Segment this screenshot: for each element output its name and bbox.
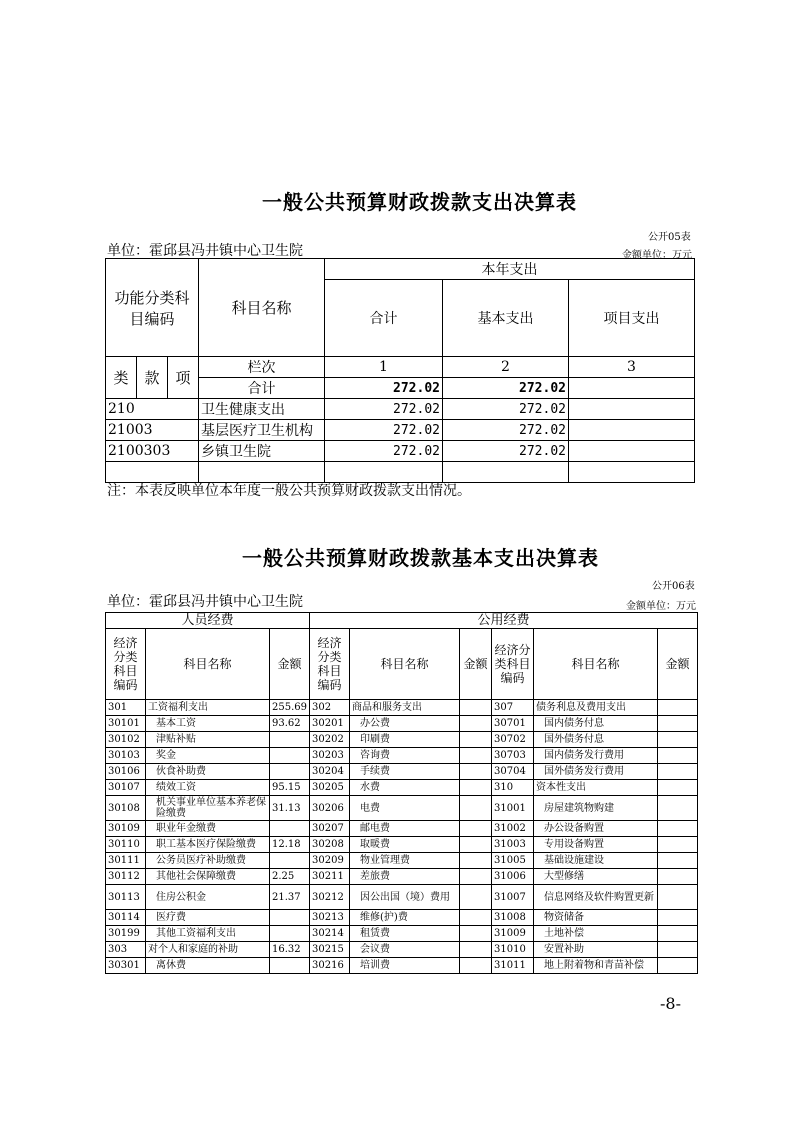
row-code: 21003 <box>106 420 199 441</box>
personnel-amount <box>270 853 310 869</box>
table-row <box>106 796 698 821</box>
personnel-name: 其他工资福利支出 <box>146 926 270 942</box>
debt-capital-amount <box>658 821 698 837</box>
header-subject-name: 科目名称 <box>199 259 325 357</box>
public-amount <box>460 926 492 942</box>
debt-capital-name: 资本性支出 <box>534 780 658 796</box>
debt-capital-name: 土地补偿 <box>534 926 658 942</box>
total-row-project <box>569 378 695 399</box>
personnel-code: 30111 <box>106 853 146 869</box>
personnel-name: 基本工资 <box>146 716 270 732</box>
header-current-year: 本年支出 <box>325 259 695 280</box>
table-row <box>106 942 698 958</box>
public-name: 租赁费 <box>350 926 460 942</box>
debt-capital-code: 31005 <box>492 853 534 869</box>
personnel-amount <box>270 764 310 780</box>
debt-capital-code: 30704 <box>492 764 534 780</box>
debt-capital-code: 31009 <box>492 926 534 942</box>
total-row-label: 合计 <box>199 378 325 399</box>
personnel-amount <box>270 910 310 926</box>
public-amount <box>460 837 492 853</box>
public-code: 30202 <box>310 732 350 748</box>
header-amount-3: 金额 <box>658 629 698 700</box>
public-code: 302 <box>310 700 350 716</box>
personnel-amount <box>270 958 310 974</box>
table2-unit: 单位：霍邱县冯井镇中心卫生院 <box>107 594 303 610</box>
public-name: 手续费 <box>350 764 460 780</box>
public-name: 维修(护)费 <box>350 910 460 926</box>
public-amount <box>460 796 492 821</box>
personnel-code: 30101 <box>106 716 146 732</box>
public-code: 30209 <box>310 853 350 869</box>
page-number: -8- <box>660 994 681 1013</box>
header-econ-code-2: 经济分类科目编码 <box>310 629 350 700</box>
personnel-name: 机关事业单位基本养老保险缴费 <box>146 796 270 821</box>
public-amount <box>460 748 492 764</box>
public-code: 30213 <box>310 910 350 926</box>
personnel-name: 津贴补贴 <box>146 732 270 748</box>
public-code: 30205 <box>310 780 350 796</box>
col-index-2: 2 <box>443 357 569 378</box>
debt-capital-name: 国内债务发行费用 <box>534 748 658 764</box>
personnel-code: 30109 <box>106 821 146 837</box>
debt-capital-name: 安置补助 <box>534 942 658 958</box>
personnel-name: 住房公积金 <box>146 885 270 910</box>
table2-amount-unit: 金额单位：万元 <box>626 601 696 612</box>
table-row <box>106 821 698 837</box>
table1-unit: 单位：霍邱县冯井镇中心卫生院 <box>107 243 303 259</box>
debt-capital-name: 大型修缮 <box>534 869 658 885</box>
debt-capital-amount <box>658 780 698 796</box>
table-row <box>106 885 698 910</box>
header-project: 项目支出 <box>569 280 695 357</box>
personnel-name: 离休费 <box>146 958 270 974</box>
personnel-name: 对个人和家庭的补助 <box>146 942 270 958</box>
debt-capital-code: 31001 <box>492 796 534 821</box>
total-row-basic: 272.02 <box>443 378 569 399</box>
debt-capital-name: 办公设备购置 <box>534 821 658 837</box>
table1-note: 注：本表反映单位本年度一般公共预算财政拨款支出情况。 <box>107 483 471 499</box>
personnel-code: 30106 <box>106 764 146 780</box>
public-name: 物业管理费 <box>350 853 460 869</box>
public-name: 因公出国（境）费用 <box>350 885 460 910</box>
personnel-code: 30103 <box>106 748 146 764</box>
personnel-amount: 255.69 <box>270 700 310 716</box>
public-name: 咨询费 <box>350 748 460 764</box>
header-amount-2: 金额 <box>460 629 492 700</box>
personnel-amount <box>270 926 310 942</box>
public-amount <box>460 821 492 837</box>
debt-capital-code: 31007 <box>492 885 534 910</box>
personnel-name: 奖金 <box>146 748 270 764</box>
personnel-code: 30199 <box>106 926 146 942</box>
personnel-code: 30102 <box>106 732 146 748</box>
personnel-code: 30112 <box>106 869 146 885</box>
row-total: 272.02 <box>325 399 443 420</box>
header-personnel: 人员经费 <box>106 613 310 629</box>
debt-capital-amount <box>658 942 698 958</box>
debt-capital-code: 31011 <box>492 958 534 974</box>
table-row <box>106 926 698 942</box>
header-econ-code-3: 经济分类科目编码 <box>492 629 534 700</box>
debt-capital-name: 国外债务付息 <box>534 732 658 748</box>
header-econ-code-1: 经济分类科目编码 <box>106 629 146 700</box>
personnel-name: 其他社会保障缴费 <box>146 869 270 885</box>
header-name-2: 科目名称 <box>350 629 460 700</box>
table-row <box>106 420 695 441</box>
personnel-code: 30114 <box>106 910 146 926</box>
public-name: 培训费 <box>350 958 460 974</box>
row-total: 272.02 <box>325 420 443 441</box>
table-row <box>106 732 698 748</box>
header-xiang: 项 <box>168 357 199 399</box>
table-row <box>106 958 698 974</box>
table1-amount-unit: 金额单位：万元 <box>622 250 692 261</box>
table-row <box>106 837 698 853</box>
header-kuan: 款 <box>137 357 168 399</box>
debt-capital-amount <box>658 748 698 764</box>
header-name-1: 科目名称 <box>146 629 270 700</box>
personnel-code: 30108 <box>106 796 146 821</box>
debt-capital-name: 地上附着物和青苗补偿 <box>534 958 658 974</box>
row-basic: 272.02 <box>443 420 569 441</box>
row-name: 乡镇卫生院 <box>199 441 325 462</box>
header-basic: 基本支出 <box>443 280 569 357</box>
public-amount <box>460 700 492 716</box>
personnel-amount: 93.62 <box>270 716 310 732</box>
header-lei: 类 <box>106 357 137 399</box>
public-code: 30208 <box>310 837 350 853</box>
row-project <box>569 420 695 441</box>
debt-capital-code: 30702 <box>492 732 534 748</box>
public-amount <box>460 732 492 748</box>
debt-capital-amount <box>658 837 698 853</box>
personnel-name: 职工基本医疗保险缴费 <box>146 837 270 853</box>
debt-capital-amount <box>658 716 698 732</box>
row-code: 210 <box>106 399 199 420</box>
row-basic: 272.02 <box>443 441 569 462</box>
basic-expenditure-table <box>105 612 698 974</box>
public-name: 邮电费 <box>350 821 460 837</box>
public-name: 会议费 <box>350 942 460 958</box>
public-amount <box>460 885 492 910</box>
personnel-amount: 21.37 <box>270 885 310 910</box>
public-amount <box>460 853 492 869</box>
debt-capital-name: 专用设备购置 <box>534 837 658 853</box>
header-public: 公用经费 <box>310 613 698 629</box>
public-amount <box>460 869 492 885</box>
debt-capital-name: 国内债务付息 <box>534 716 658 732</box>
public-name: 差旅费 <box>350 869 460 885</box>
row-name: 卫生健康支出 <box>199 399 325 420</box>
personnel-amount <box>270 732 310 748</box>
table2-title: 一般公共预算财政拨款基本支出决算表 <box>242 546 599 570</box>
personnel-name: 伙食补助费 <box>146 764 270 780</box>
public-name: 商品和服务支出 <box>350 700 460 716</box>
col-index-1: 1 <box>325 357 443 378</box>
table2-form-no: 公开06表 <box>652 581 695 592</box>
row-project <box>569 399 695 420</box>
personnel-code: 30113 <box>106 885 146 910</box>
debt-capital-name: 信息网络及软件购置更新 <box>534 885 658 910</box>
debt-capital-code: 31008 <box>492 910 534 926</box>
public-amount <box>460 942 492 958</box>
public-amount <box>460 910 492 926</box>
personnel-code: 303 <box>106 942 146 958</box>
public-code: 30206 <box>310 796 350 821</box>
col-index-3: 3 <box>569 357 695 378</box>
debt-capital-amount <box>658 853 698 869</box>
debt-capital-amount <box>658 764 698 780</box>
public-code: 30215 <box>310 942 350 958</box>
debt-capital-amount <box>658 796 698 821</box>
personnel-amount <box>270 821 310 837</box>
personnel-code: 30301 <box>106 958 146 974</box>
header-name-3: 科目名称 <box>534 629 658 700</box>
debt-capital-amount <box>658 885 698 910</box>
public-name: 办公费 <box>350 716 460 732</box>
public-code: 30211 <box>310 869 350 885</box>
debt-capital-code: 30701 <box>492 716 534 732</box>
debt-capital-amount <box>658 700 698 716</box>
table-row <box>106 910 698 926</box>
debt-capital-name: 物资储备 <box>534 910 658 926</box>
table-row <box>106 441 695 462</box>
public-code: 30203 <box>310 748 350 764</box>
debt-capital-amount <box>658 869 698 885</box>
header-amount-1: 金额 <box>270 629 310 700</box>
table-row <box>106 780 698 796</box>
debt-capital-code: 310 <box>492 780 534 796</box>
debt-capital-code: 31006 <box>492 869 534 885</box>
debt-capital-amount <box>658 958 698 974</box>
row-project <box>569 441 695 462</box>
personnel-name: 工资福利支出 <box>146 700 270 716</box>
row-total: 272.02 <box>325 441 443 462</box>
public-code: 30207 <box>310 821 350 837</box>
table1-form-no: 公开05表 <box>648 232 691 243</box>
debt-capital-code: 31002 <box>492 821 534 837</box>
header-lanci: 栏次 <box>199 357 325 378</box>
fiscal-expenditure-table <box>105 258 695 483</box>
header-func-code: 功能分类科目编码 <box>106 259 199 357</box>
debt-capital-name: 国外债务发行费用 <box>534 764 658 780</box>
public-amount <box>460 716 492 732</box>
table-row <box>106 700 698 716</box>
personnel-code: 301 <box>106 700 146 716</box>
header-total: 合计 <box>325 280 443 357</box>
debt-capital-name: 房屋建筑物购建 <box>534 796 658 821</box>
public-amount <box>460 764 492 780</box>
row-code: 2100303 <box>106 441 199 462</box>
public-name: 印刷费 <box>350 732 460 748</box>
public-code: 30201 <box>310 716 350 732</box>
personnel-name: 公务员医疗补助缴费 <box>146 853 270 869</box>
debt-capital-amount <box>658 910 698 926</box>
debt-capital-code: 31003 <box>492 837 534 853</box>
debt-capital-code: 30703 <box>492 748 534 764</box>
public-code: 30204 <box>310 764 350 780</box>
debt-capital-code: 307 <box>492 700 534 716</box>
personnel-amount: 2.25 <box>270 869 310 885</box>
personnel-name: 绩效工资 <box>146 780 270 796</box>
personnel-code: 30107 <box>106 780 146 796</box>
debt-capital-amount <box>658 732 698 748</box>
public-code: 30216 <box>310 958 350 974</box>
table1-title: 一般公共预算财政拨款支出决算表 <box>262 190 577 214</box>
row-basic: 272.02 <box>443 399 569 420</box>
row-name: 基层医疗卫生机构 <box>199 420 325 441</box>
public-code: 30212 <box>310 885 350 910</box>
public-name: 水费 <box>350 780 460 796</box>
public-amount <box>460 780 492 796</box>
debt-capital-name: 基础设施建设 <box>534 853 658 869</box>
personnel-name: 医疗费 <box>146 910 270 926</box>
table-row <box>106 399 695 420</box>
public-amount <box>460 958 492 974</box>
table-row <box>106 869 698 885</box>
personnel-name: 职业年金缴费 <box>146 821 270 837</box>
table-row <box>106 748 698 764</box>
debt-capital-code: 31010 <box>492 942 534 958</box>
personnel-amount: 16.32 <box>270 942 310 958</box>
public-name: 电费 <box>350 796 460 821</box>
total-row-total: 272.02 <box>325 378 443 399</box>
personnel-code: 30110 <box>106 837 146 853</box>
table-row <box>106 853 698 869</box>
debt-capital-amount <box>658 926 698 942</box>
personnel-amount <box>270 748 310 764</box>
table-row <box>106 764 698 780</box>
personnel-amount: 12.18 <box>270 837 310 853</box>
personnel-amount: 95.15 <box>270 780 310 796</box>
table-row <box>106 716 698 732</box>
public-name: 取暖费 <box>350 837 460 853</box>
personnel-amount: 31.13 <box>270 796 310 821</box>
public-code: 30214 <box>310 926 350 942</box>
debt-capital-name: 债务利息及费用支出 <box>534 700 658 716</box>
